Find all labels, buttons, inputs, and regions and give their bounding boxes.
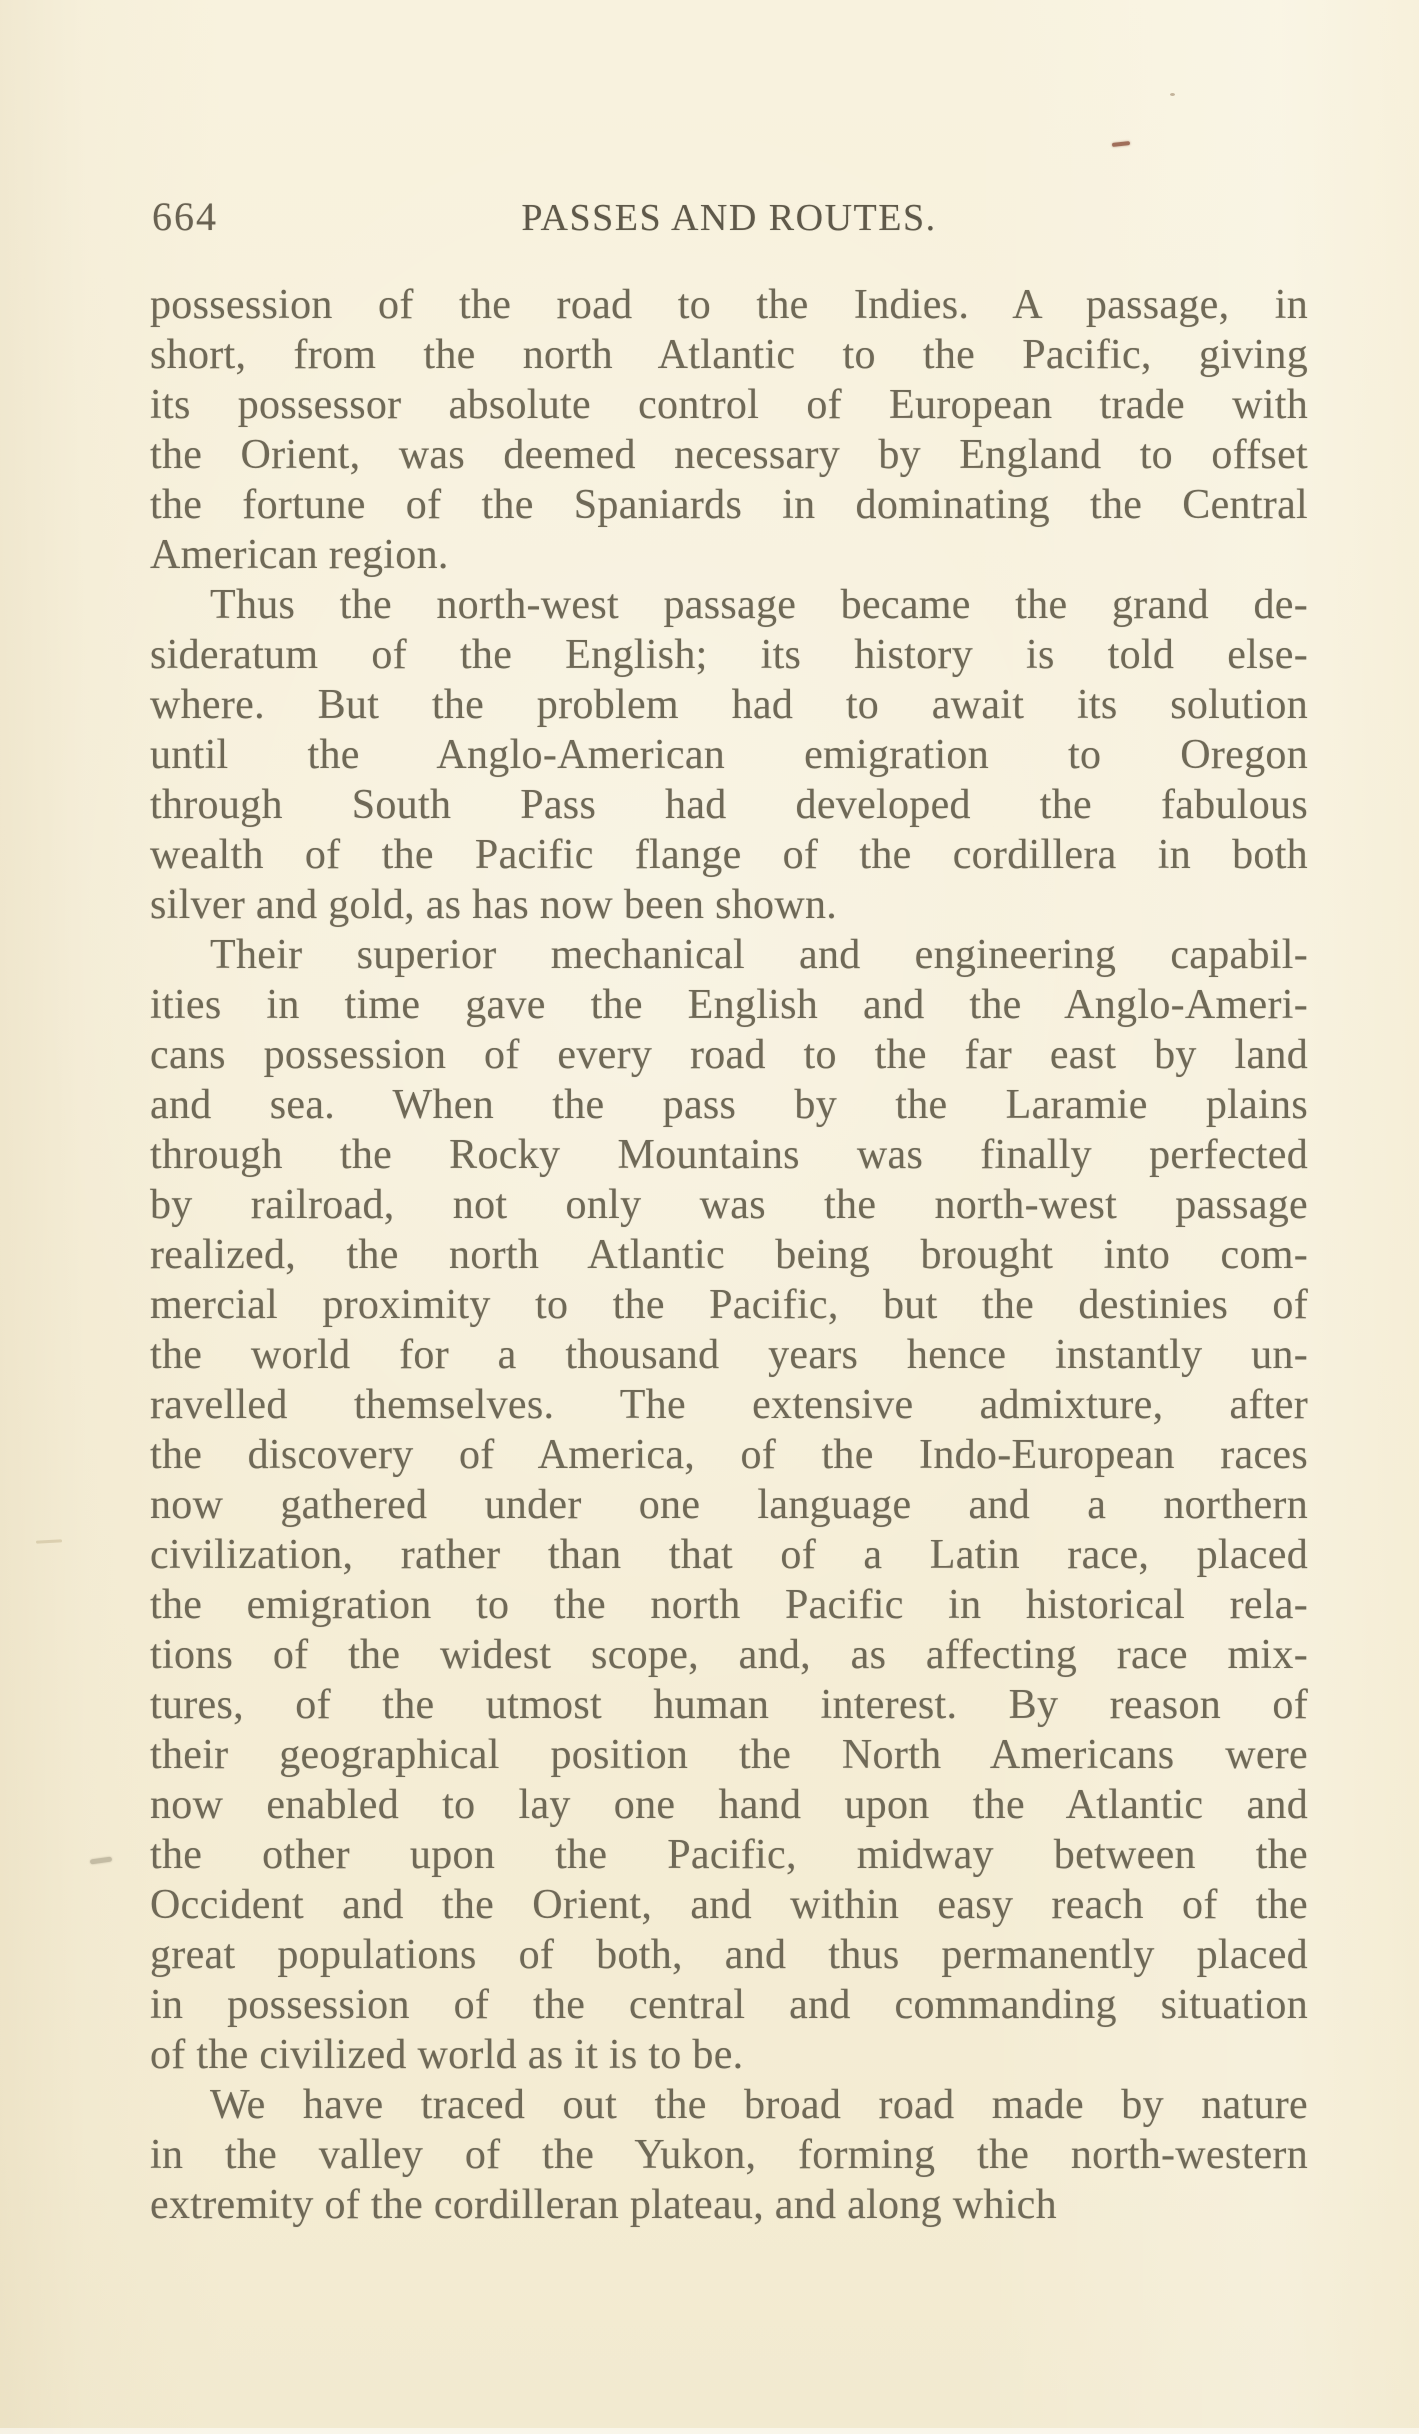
text-line: through the Rocky Mountains was finally perfected <box>150 1132 1308 1178</box>
text-line: of the civilized world as it is to be. <box>150 2032 744 2078</box>
text-line: their geographical position the North Americans were <box>150 1732 1308 1778</box>
text-line: the world for a thousand years hence instantly un- <box>150 1332 1308 1378</box>
text-line: We have traced out the broad road made by nature <box>210 2082 1308 2128</box>
text-line: great populations of both, and thus permanently placed <box>150 1932 1308 1978</box>
text-line: realized, the north Atlantic being brought into com- <box>150 1232 1308 1278</box>
margin-smudge <box>90 1856 112 1864</box>
text-line: sideratum of the English; its history is told else- <box>150 632 1308 678</box>
pencil-mark <box>1112 141 1130 147</box>
scan-edge <box>0 2428 1419 2434</box>
text-line: civilization, rather than that of a Latin race, placed <box>150 1532 1308 1578</box>
text-line: Occident and the Orient, and within easy reach of the <box>150 1882 1308 1928</box>
text-line: Their superior mechanical and engineering capabil- <box>210 932 1308 978</box>
paper-fiber-mark <box>36 1539 62 1543</box>
page-number: 664 <box>152 194 218 239</box>
text-line: the Orient, was deemed necessary by England to offset <box>150 432 1308 478</box>
text-line: and sea. When the pass by the Laramie plains <box>150 1082 1308 1128</box>
paper-speck <box>1170 93 1175 96</box>
text-line: silver and gold, as has now been shown. <box>150 882 838 928</box>
text-line: American region. <box>150 532 449 578</box>
text-line: possession of the road to the Indies. A passage, in <box>150 282 1308 328</box>
text-line: tions of the widest scope, and, as affecting race mix- <box>150 1632 1308 1678</box>
text-line: until the Anglo-American emigration to Oregon <box>150 732 1308 778</box>
text-line: in possession of the central and commanding situation <box>150 1982 1308 2028</box>
running-head <box>150 194 1308 242</box>
text-line: extremity of the cordilleran plateau, and along which <box>150 2182 1057 2228</box>
text-line: in the valley of the Yukon, forming the north-western <box>150 2132 1308 2178</box>
text-line: ravelled themselves. The extensive admixture, after <box>150 1382 1308 1428</box>
text-line: cans possession of every road to the far east by land <box>150 1032 1308 1078</box>
text-line: the fortune of the Spaniards in dominating the Central <box>150 482 1308 528</box>
text-line: tures, of the utmost human interest. By reason of <box>150 1682 1308 1728</box>
text-line: the other upon the Pacific, midway between the <box>150 1832 1308 1878</box>
text-line: the emigration to the north Pacific in historical rela- <box>150 1582 1308 1628</box>
text-line: by railroad, not only was the north-west passage <box>150 1182 1308 1228</box>
text-line: through South Pass had developed the fabulous <box>150 782 1308 828</box>
body-text <box>150 280 1308 2230</box>
text-line: now enabled to lay one hand upon the Atlantic and <box>150 1782 1308 1828</box>
text-line: its possessor absolute control of European trade with <box>150 382 1308 428</box>
text-line: mercial proximity to the Pacific, but the destinies of <box>150 1282 1308 1328</box>
text-line: where. But the problem had to await its solution <box>150 682 1308 728</box>
text-line: Thus the north-west passage became the grand de- <box>210 582 1308 628</box>
text-line: ities in time gave the English and the Anglo-Ameri- <box>150 982 1308 1028</box>
text-line: now gathered under one language and a northern <box>150 1482 1308 1528</box>
text-line: wealth of the Pacific flange of the cordillera in both <box>150 832 1308 878</box>
text-line: the discovery of America, of the Indo-European races <box>150 1432 1308 1478</box>
text-line: short, from the north Atlantic to the Pacific, giving <box>150 332 1308 378</box>
running-title: PASSES AND ROUTES. <box>521 197 937 239</box>
